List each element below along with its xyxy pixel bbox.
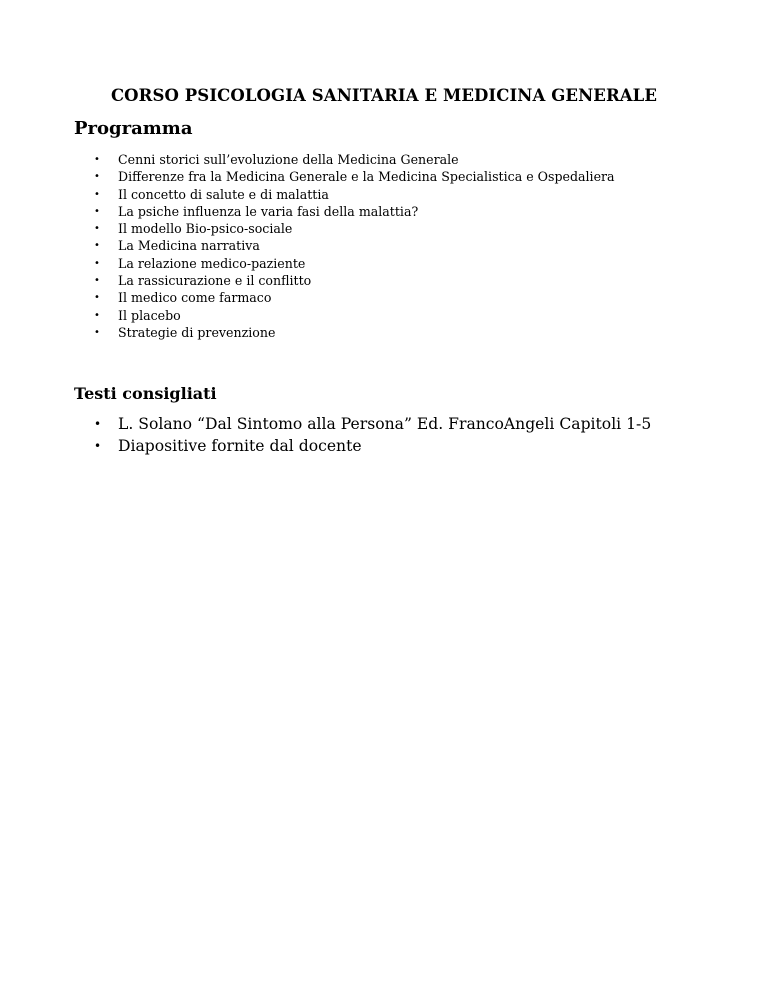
bullet-icon: • [94, 326, 100, 338]
list-item-label: Il modello Bio-psico-sociale [118, 221, 293, 237]
list-item-label: Il medico come farmaco [118, 290, 272, 306]
list-item-label: La Medicina narrativa [118, 238, 260, 254]
list-item-label: Diapositive fornite dal docente [118, 436, 362, 455]
list-item [0, 289, 615, 306]
list-item [0, 414, 651, 436]
programma-list [0, 151, 615, 341]
document-title: CORSO PSICOLOGIA SANITARIA E MEDICINA GENERALE [110, 86, 658, 105]
list-item-label: La rassicurazione e il conflitto [118, 273, 312, 289]
bullet-icon: • [94, 171, 100, 183]
list-item [0, 220, 615, 237]
bullet-icon: • [94, 205, 100, 217]
bullet-icon: • [94, 275, 100, 287]
list-item-label: Strategie di prevenzione [118, 324, 276, 340]
bullet-icon: • [94, 292, 100, 304]
list-item [0, 151, 615, 168]
list-item [0, 272, 615, 289]
bullet-icon: • [94, 223, 100, 235]
list-item [0, 203, 615, 220]
list-item-label: L. Solano “Dal Sintomo alla Persona” Ed. FrancoAngeli Capitoli 1-5 [118, 415, 652, 433]
bullet-icon: • [94, 438, 102, 453]
list-item-label: La psiche influenza le varia fasi della malattia? [118, 203, 419, 219]
list-item [0, 237, 615, 254]
bullet-icon: • [94, 188, 100, 200]
list-item [0, 168, 615, 185]
bullet-icon: • [94, 240, 100, 252]
list-item-label: Cenni storici sull’evoluzione della Medicina Generale [118, 152, 459, 167]
list-item [0, 436, 651, 458]
bullet-icon: • [94, 417, 102, 431]
list-item [0, 324, 615, 341]
list-item [0, 255, 615, 272]
testi-consigliati-heading: Testi consigliati [74, 384, 217, 403]
programma-heading: Programma [74, 118, 193, 139]
list-item [0, 186, 615, 203]
list-item-label: La relazione medico-paziente [118, 255, 306, 271]
bullet-icon: • [94, 154, 100, 165]
bullet-icon: • [94, 257, 100, 269]
testi-consigliati-list [0, 414, 651, 457]
bullet-icon: • [94, 309, 100, 321]
list-item-label: Differenze fra la Medicina Generale e la Medicina Specialistica e Ospedaliera [118, 169, 615, 185]
list-item-label: Il placebo [118, 307, 181, 323]
list-item-label: Il concetto di salute e di malattia [118, 186, 329, 202]
list-item [0, 307, 615, 324]
